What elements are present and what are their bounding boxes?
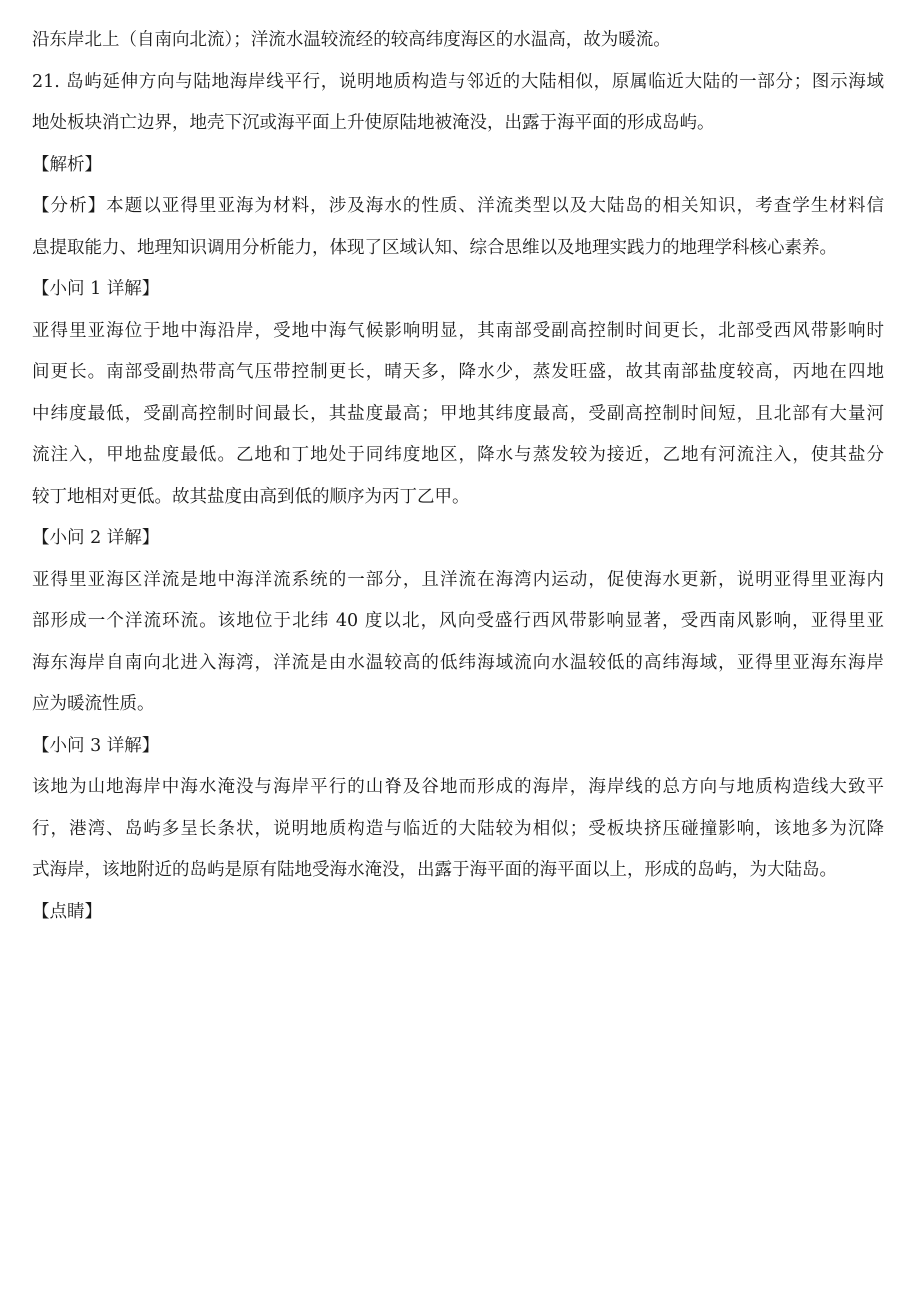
- sub-question-1-line-3: 中纬度最低，受副高控制时间最长，其盐度最高；甲地其纬度最高，受副高控制时间短，且北部有大量河: [32, 403, 884, 424]
- answer-21-line-1: 21. 岛屿延伸方向与陆地海岸线平行，说明地质构造与邻近的大陆相似，原属临近大陆的一部分；图示海域: [32, 71, 884, 92]
- sub-question-1-line-5: 较丁地相对更低。故其盐度由高到低的顺序为丙丁乙甲。: [32, 486, 470, 507]
- sub-question-1-line-2: 间更长。南部受副热带高气压带控制更长，晴天多，降水少，蒸发旺盛，故其南部盐度较高，丙地在四地: [32, 362, 884, 382]
- sub-question-2-heading: 【小问 2 详解】: [32, 528, 160, 548]
- key-points-heading: 【点睛】: [32, 901, 102, 922]
- sub-question-1-line-1: 亚得里亚海位于地中海沿岸，受地中海气候影响明显，其南部受副高控制时间更长，北部受西风带影响时: [32, 320, 884, 341]
- document-page: [32, 20, 884, 933]
- analysis-intro-line-2: 息提取能力、地理知识调用分析能力，体现了区域认知、综合思维以及地理实践力的地理学科核心素养。: [32, 237, 837, 258]
- sub-question-2-line-3: 海东海岸自南向北进入海湾，洋流是由水温较高的低纬海域流向水温较低的高纬海域，亚得里亚海东海岸: [32, 652, 884, 673]
- answer-21-line-2: 地处板块消亡边界，地壳下沉或海平面上升使原陆地被淹没，出露于海平面的形成岛屿。: [32, 113, 715, 133]
- answer-continuation-line: 沿东岸北上（自南向北流）；洋流水温较流经的较高纬度海区的水温高，故为暖流。: [32, 30, 671, 50]
- sub-question-3-line-1: 该地为山地海岸中海水淹没与海岸平行的山脊及谷地而形成的海岸，海岸线的总方向与地质构造线大致平: [32, 777, 884, 797]
- sub-question-2-line-4: 应为暖流性质。: [32, 694, 155, 714]
- analysis-heading: 【解析】: [32, 154, 102, 175]
- sub-question-1-line-4: 流注入，甲地盐度最低。乙地和丁地处于同纬度地区，降水与蒸发较为接近，乙地有河流注入，使其盐分: [32, 445, 884, 465]
- analysis-intro-line-1: 【分析】本题以亚得里亚海为材料，涉及海水的性质、洋流类型以及大陆岛的相关知识，考查学生材料信: [32, 196, 884, 216]
- sub-question-3-heading: 【小问 3 详解】: [32, 735, 160, 756]
- sub-question-2-line-1: 亚得里亚海区洋流是地中海洋流系统的一部分，且洋流在海湾内运动，促使海水更新，说明亚得里亚海内: [32, 569, 884, 590]
- sub-question-3-line-3: 式海岸，该地附近的岛屿是原有陆地受海水淹没，出露于海平面的海平面以上，形成的岛屿，为大陆岛。: [32, 860, 837, 880]
- sub-question-2-line-2: 部形成一个洋流环流。该地位于北纬 40 度以北，风向受盛行西风带影响显著，受西南风影响，亚得里亚: [32, 611, 884, 631]
- sub-question-3-line-2: 行，港湾、岛屿多呈长条状，说明地质构造与临近的大陆较为相似；受板块挤压碰撞影响，该地多为沉降: [32, 818, 884, 839]
- sub-question-1-heading: 【小问 1 详解】: [32, 279, 160, 299]
